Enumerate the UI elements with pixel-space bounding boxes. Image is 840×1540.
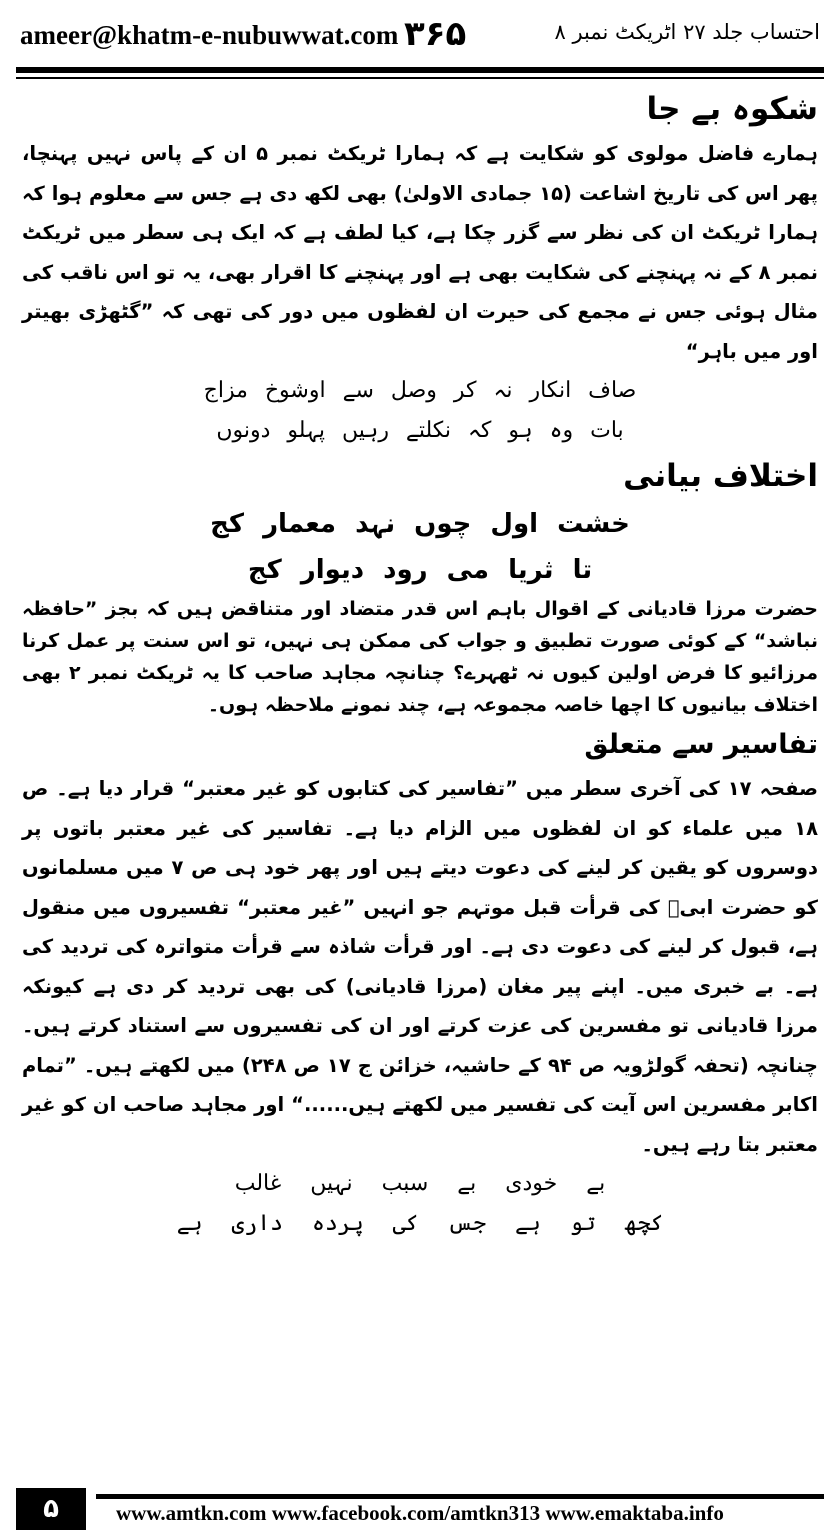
section-heading-contradiction: اختلاف بیانی: [623, 458, 818, 494]
couplet-line: بے خودی بے سبب نہیں غالب: [234, 1171, 606, 1196]
couplet-line: خشت اول چوں نہد معمار کج: [210, 509, 630, 539]
footer-rule: [96, 1494, 824, 1499]
section-heading-complaint: شکوہ بے جا: [646, 91, 818, 127]
footer-page-number: ۵: [16, 1488, 86, 1530]
section-paragraph-complaint: ہمارے فاضل مولوی کو شکایت ہے کہ ہمارا ٹریکٹ نمبر ۵ ان کے پاس نہیں پہنچا، پھر اس کی تاریخ اشاعت (۱۵ جمادی الاولیٰ) بھی لکھ دی ہے جس سے معلوم ہوا کہ ہمارا ٹریکٹ ان کی نظر سے گزر چکا ہے، کیا لطف ہے کہ ایک ہی سطر میں ٹریکٹ نمبر ۸ کے نہ پہنچنے کی شکایت بھی ہے اور پہنچنے کا اقرار بھی، یہ تو اس ناقب کی مثال ہوئی جس نے مجمع کی حیرت ان لفظوں میں دور کی تھی کہ ”گٹھڑی بھیتر اور میں باہر“: [22, 142, 818, 363]
header-email: ameer@khatm-e-nubuwwat.com: [20, 20, 399, 50]
header-tract-label: احتساب جلد ۲۷ اٹریکٹ نمبر ۸: [554, 20, 820, 44]
header-rule-thin: [16, 77, 824, 79]
header-rule-thick: [16, 67, 824, 73]
couplet-line: کچھ تو ہے جس کی پردہ داری ہے: [176, 1211, 664, 1236]
couplet-line: صاف انکار نہ کر وصل سے اوشوخ مزاج: [203, 378, 637, 403]
section-paragraph-tafasir: صفحہ ۱۷ کی آخری سطر میں ”تفاسیر کی کتابوں کو غیر معتبر“ قرار دیا ہے۔ ص ۱۸ میں علماء کو ان لفظوں میں الزام دیا ہے۔ تفاسیر کی غیر معتبر باتوں پر دوسروں کو یقین کر لینے کی دعوت دیتے ہیں اور پھر خود ہی ص ۷ میں مسلمانوں کو حضرت ابیؓ کی قرأت قبل موتہم جو انہیں ”غیر معتبر“ تفسیروں میں منقول ہے، قبول کر لینے کی دعوت دی ہے۔ اور قرأت شاذہ سے قرأت متواترہ کی تردید کی ہے۔ بے خبری میں۔ اپنے پیر مغان (مرزا قادیانی) کی بھی تردید کر دی ہے کیونکہ مرزا قادیانی تو مفسرین کی عزت کرتے اور ان کی تفسیروں سے استناد کرتے ہیں۔ چنانچہ (تحفہ گولڑویہ ص ۹۴ کے حاشیہ، خزائن ج ۱۷ ص ۲۴۸) میں لکھتے ہیں۔ ”تمام اکابر مفسرین اس آیت کی تفسیر میں لکھتے ہیں......“ اور مجاہد صاحب ان کو غیر معتبر بتا رہے ہیں۔: [22, 777, 818, 1156]
page-footer: [16, 1494, 824, 1534]
header-page-number: ۳۶۵: [404, 14, 467, 54]
page-header: [20, 14, 820, 64]
section-heading-tafasir: تفاسیر سے متعلق: [584, 729, 818, 760]
couplet-line: تا ثریا می رود دیوار کج: [247, 555, 593, 585]
page-content: [22, 84, 818, 1244]
section-paragraph-contradiction: حضرت مرزا قادیانی کے اقوال باہم اس قدر متضاد اور متناقض ہیں کہ بجز ”حافظہ نباشد“ کے کوئی صورت تطبیق و جواب کی ممکن ہی نہیں، تو اس سنت پر عمل کرنا مرزائیو کا فرض اولین کیوں نہ ٹھہرے؟ چنانچہ مجاہد صاحب کا یہ ٹریکٹ نمبر ۲ بھی اختلاف بیانیوں کا اچھا خاصہ مجموعہ ہے، چند نمونے ملاحظہ ہوں۔: [22, 598, 819, 716]
couplet-line: بات وہ ہو کہ نکلتے رہیں پہلو دونوں: [216, 418, 624, 443]
footer-links: www.amtkn.com www.facebook.com/amtkn313 www.emaktaba.info: [116, 1501, 724, 1525]
